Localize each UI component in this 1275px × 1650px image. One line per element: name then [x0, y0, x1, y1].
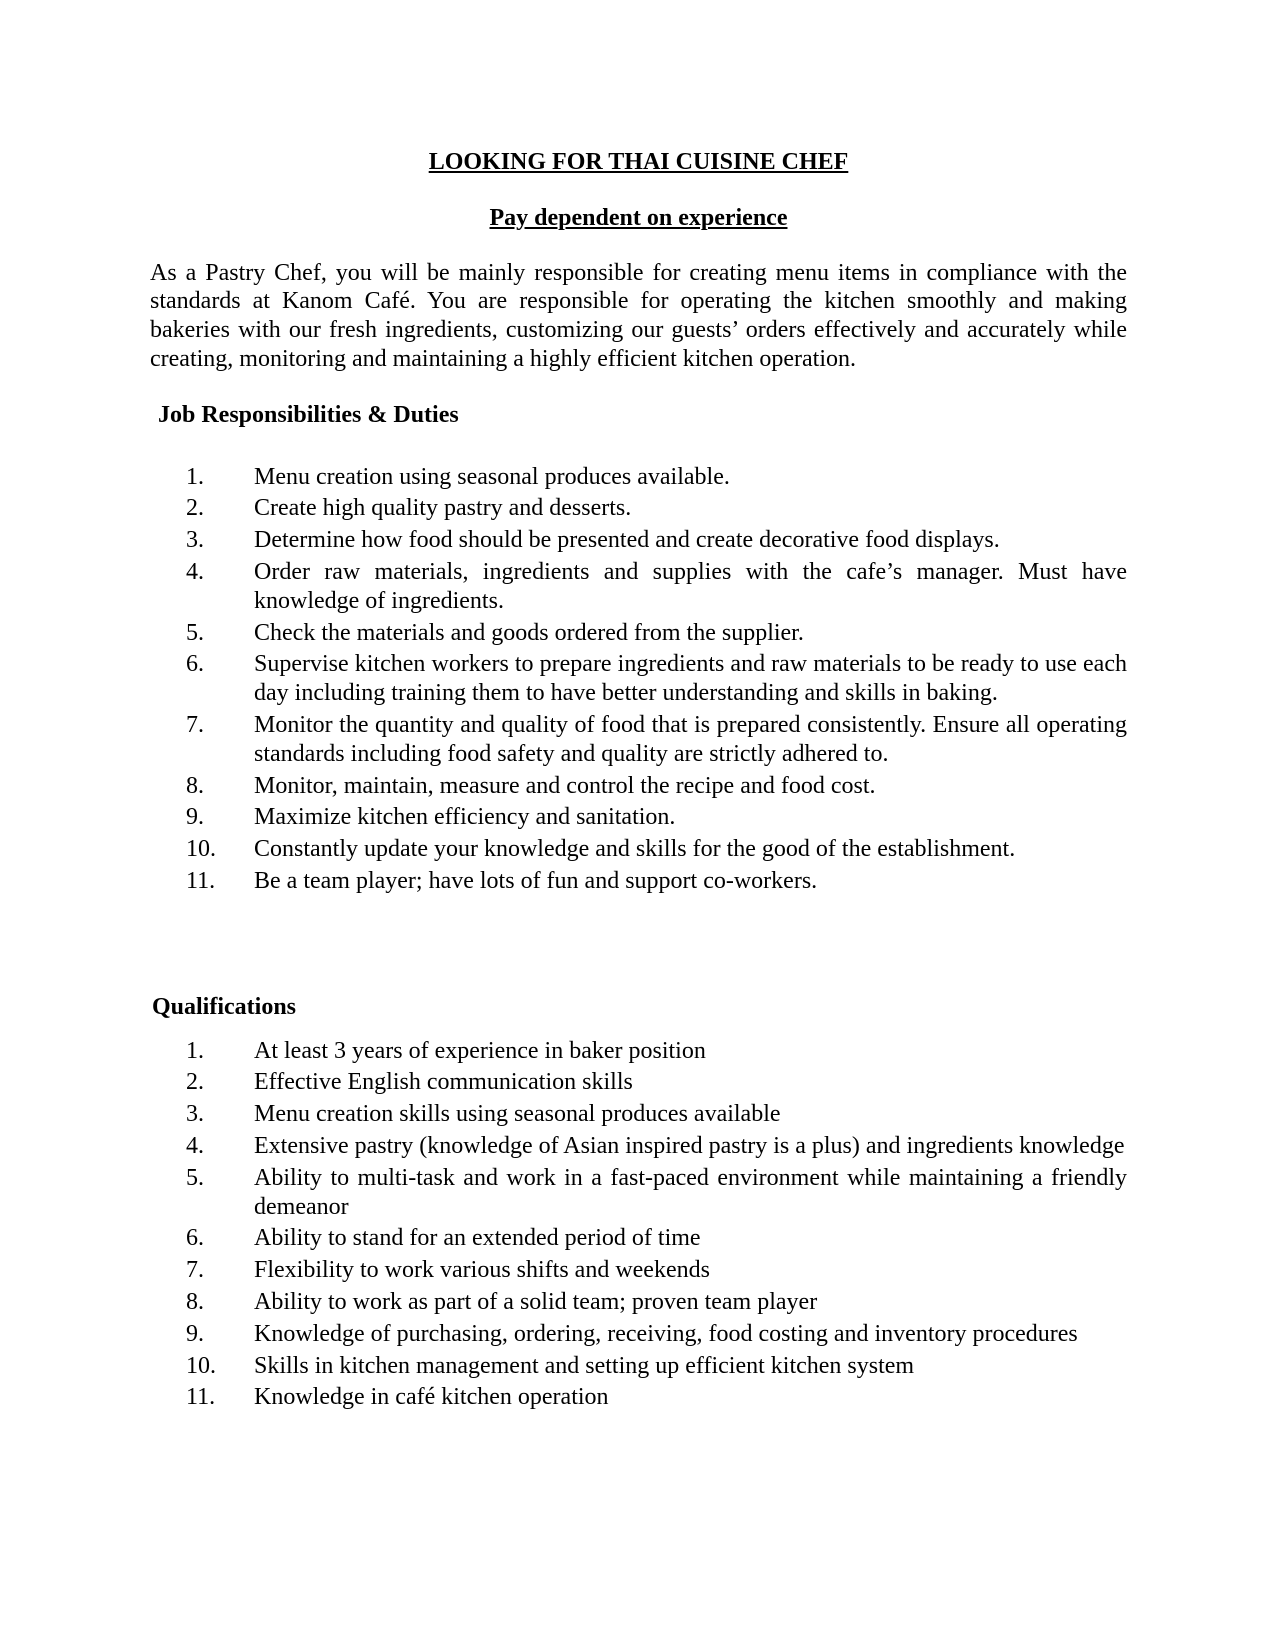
intro-paragraph: As a Pastry Chef, you will be mainly responsible for creating menu items in compliance with the standards at Kanom Café. You are responsible for operating the kitchen smoothly and making bakeries with our fresh ingredients, customizing our guests’ orders effectively and accurately while creating, monitoring and maintaining a highly efficient kitchen operation. [150, 259, 1127, 372]
list-item-text: Be a team player; have lots of fun and support co-workers. [254, 867, 818, 894]
list-item [150, 1037, 1127, 1066]
list-item-text: Ability to multi-task and work in a fast-paced environment while maintaining a friendly demeanor [254, 1164, 1127, 1220]
duties-list [150, 463, 1127, 896]
list-item-number: 4. [186, 558, 204, 585]
list-item-number: 3. [186, 1101, 204, 1128]
list-item-number: 11. [186, 1384, 216, 1411]
list-item-number: 5. [186, 619, 204, 646]
list-item-text: Menu creation skills using seasonal produces available [254, 1101, 781, 1128]
list-item [150, 1164, 1127, 1222]
list-item-text: Order raw materials, ingredients and supplies with the cafe’s manager. Must have knowledge of ingredients. [254, 558, 1127, 614]
list-item-text: Monitor the quantity and quality of food that is prepared consistently. Ensure all operating standards including food safety and quality are strictly adhered to. [254, 711, 1127, 767]
list-item [150, 619, 1127, 648]
list-item-text: Knowledge in café kitchen operation [254, 1384, 609, 1411]
list-item [150, 1352, 1127, 1381]
list-item [150, 558, 1127, 616]
list-item [150, 1132, 1127, 1161]
list-item-text: At least 3 years of experience in baker position [254, 1037, 706, 1064]
list-item [150, 463, 1127, 492]
list-item-text: Constantly update your knowledge and skills for the good of the establishment. [254, 836, 1016, 863]
list-item [150, 1256, 1127, 1285]
list-item-text: Maximize kitchen efficiency and sanitation. [254, 804, 676, 831]
list-item-number: 9. [186, 1320, 204, 1347]
list-item-number: 4. [186, 1132, 204, 1159]
list-item [150, 1320, 1127, 1349]
list-item-text: Ability to stand for an extended period of time [254, 1225, 701, 1252]
list-item [150, 1224, 1127, 1253]
list-item-number: 2. [186, 495, 204, 522]
list-item [150, 835, 1127, 864]
list-item-text: Supervise kitchen workers to prepare ingredients and raw materials to be ready to use each day including training them to have better understanding and skills in baking. [254, 651, 1127, 707]
list-item-number: 9. [186, 804, 204, 831]
list-item-text: Monitor, maintain, measure and control the recipe and food cost. [254, 772, 876, 799]
list-item-text: Skills in kitchen management and setting up efficient kitchen system [254, 1352, 915, 1379]
list-item [150, 1068, 1127, 1097]
list-item-number: 1. [186, 463, 204, 490]
list-item-number: 6. [186, 651, 204, 678]
list-item [150, 1100, 1127, 1129]
list-item-text: Effective English communication skills [254, 1069, 633, 1096]
list-item-number: 7. [186, 1257, 204, 1284]
list-item [150, 803, 1127, 832]
list-item-text: Ability to work as part of a solid team; proven team player [254, 1288, 818, 1315]
list-item-number: 6. [186, 1225, 204, 1252]
list-item-number: 3. [186, 527, 204, 554]
list-item-text: Extensive pastry (knowledge of Asian inspired pastry is a plus) and ingredients knowledge [254, 1132, 1125, 1159]
list-item-number: 8. [186, 1288, 204, 1315]
list-item-number: 10. [186, 1352, 216, 1379]
list-item-number: 1. [186, 1037, 204, 1064]
list-item-number: 11. [186, 867, 216, 894]
list-item-text: Create high quality pastry and desserts. [254, 495, 632, 522]
section-heading-qualifications: Qualifications [152, 993, 297, 1020]
qualifications-list [150, 1037, 1127, 1413]
list-item [150, 526, 1127, 555]
section-heading-duties: Job Responsibilities & Duties [158, 401, 459, 428]
document-title: LOOKING FOR THAI CUISINE CHEF [428, 149, 849, 175]
list-item-number: 7. [186, 711, 204, 738]
list-item [150, 650, 1127, 708]
list-item-number: 10. [186, 836, 216, 863]
list-item-text: Menu creation using seasonal produces available. [254, 463, 730, 490]
list-item [150, 1383, 1127, 1412]
list-item [150, 494, 1127, 523]
list-item-text: Determine how food should be presented and create decorative food displays. [254, 527, 1000, 554]
list-item-number: 5. [186, 1164, 204, 1191]
list-item-text: Check the materials and goods ordered from the supplier. [254, 619, 804, 646]
list-item-number: 8. [186, 772, 204, 799]
list-item-text: Knowledge of purchasing, ordering, receiving, food costing and inventory procedures [254, 1320, 1078, 1347]
list-item [150, 1288, 1127, 1317]
list-item-number: 2. [186, 1069, 204, 1096]
list-item-text: Flexibility to work various shifts and weekends [254, 1257, 710, 1284]
document-subtitle: Pay dependent on experience [489, 204, 788, 231]
list-item [150, 867, 1127, 896]
list-item [150, 772, 1127, 801]
list-item [150, 711, 1127, 769]
